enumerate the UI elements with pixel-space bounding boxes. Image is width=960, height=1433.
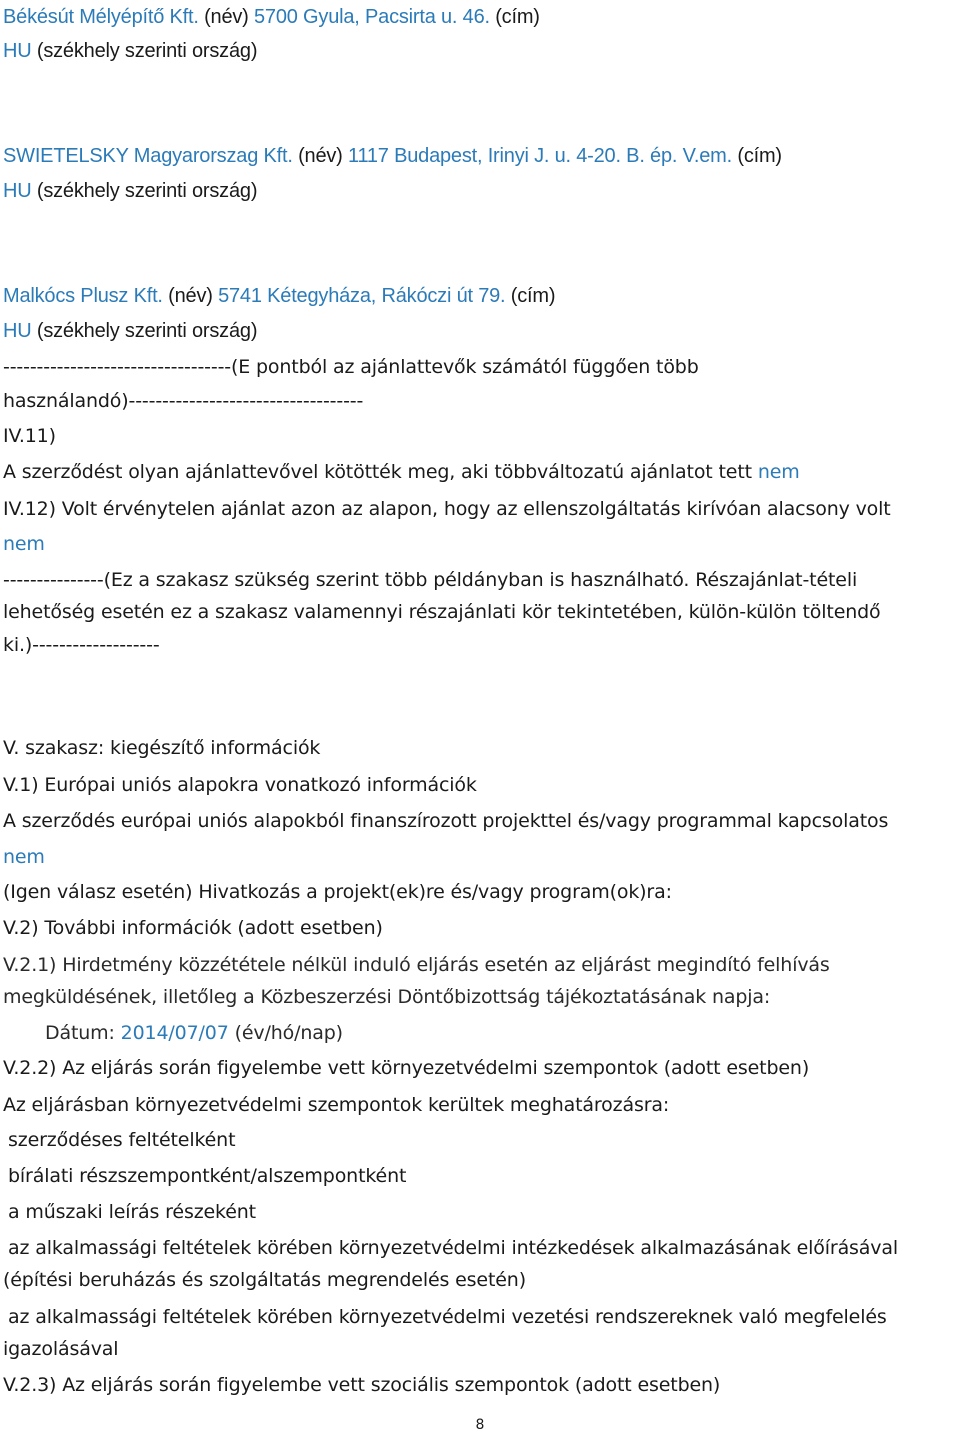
date-label: Dátum: xyxy=(45,1022,115,1044)
v1-question: A szerződés európai uniós alapokból finanszírozott projekttel és/vagy programmal kapcsolatos xyxy=(3,810,889,832)
bidder-1-address-label: (cím) xyxy=(495,6,540,28)
bidder-1-country-label: (székhely szerinti ország) xyxy=(36,40,258,62)
v22-item-4-line-2: (építési beruházás és szolgáltatás megrendelés esetén) xyxy=(3,1269,526,1291)
bidder-2-country-label: (székhely szerinti ország) xyxy=(36,180,258,202)
bidder-3-address-label: (cím) xyxy=(510,285,556,307)
bidder-2-name: SWIETELSKY Magyarorszag Kft. xyxy=(3,145,293,167)
bidder-1-name-label: (név) xyxy=(204,6,249,28)
note-line-3: ki.)------------------- xyxy=(3,634,160,656)
iv11-heading: IV.11) xyxy=(3,425,56,447)
v22-item-2: bírálati részszempontként/alszempontként xyxy=(8,1165,407,1187)
bidder-3-country: HU xyxy=(3,320,32,342)
bidder-2-country: HU xyxy=(3,180,32,202)
v1-reference: (Igen válasz esetén) Hivatkozás a projekt(ek)re és/vagy program(ok)ra: xyxy=(3,881,672,903)
v2-heading: V.2) További információk (adott esetben) xyxy=(3,917,383,939)
iv12-question: IV.12) Volt érvénytelen ajánlat azon az alapon, hogy az ellenszolgáltatás kirívóan alacsony volt xyxy=(3,498,891,520)
bidder-3-name: Malkócs Plusz Kft. xyxy=(3,285,163,307)
v22-heading: V.2.2) Az eljárás során figyelembe vett környezetvédelmi szempontok (adott esetben) xyxy=(3,1057,810,1079)
v22-intro: Az eljárásban környezetvédelmi szempontok kerültek meghatározásra: xyxy=(3,1094,670,1116)
iv11-answer: nem xyxy=(757,461,800,483)
bidder-2-country-line xyxy=(3,181,257,201)
v22-item-5-line-1: az alkalmassági feltételek körében környezetvédelmi vezetési rendszereknek való megfelelés xyxy=(8,1306,887,1328)
date-format: (év/hó/nap) xyxy=(234,1022,343,1044)
date-value: 2014/07/07 xyxy=(120,1022,229,1044)
bidder-1-address: 5700 Gyula, Pacsirta u. 46. xyxy=(254,6,490,28)
note-line-2: lehetőség esetén ez a szakasz valamennyi részajánlati kör tekintetében, külön-külön töltendő xyxy=(3,601,881,623)
bidder-3-country-label: (székhely szerinti ország) xyxy=(36,320,258,342)
divider-line-2: használandó)----------------------------------- xyxy=(3,390,364,412)
note-line-1: ---------------(Ez a szakasz szükség szerint több példányban is használható. Részajánlat-tételi xyxy=(3,569,858,591)
v21-line-1: V.2.1) Hirdetmény közzététele nélkül induló eljárás esetén az eljárást megindító felhívás xyxy=(3,954,830,976)
v21-line-2: megküldésének, illetőleg a Közbeszerzési Döntőbizottság tájékoztatásának napja: xyxy=(3,986,771,1008)
page-number: 8 xyxy=(475,1417,485,1433)
section-v-title: V. szakasz: kiegészítő információk xyxy=(3,737,321,759)
bidder-1-name: Békésút Mélyépítő Kft. xyxy=(3,6,199,28)
bidder-3-address: 5741 Kétegyháza, Rákóczi út 79. xyxy=(218,285,506,307)
v1-answer: nem xyxy=(3,846,45,868)
date-line xyxy=(45,1024,343,1043)
divider-line-1: ----------------------------------(E pontból az ajánlattevők számától függően több xyxy=(3,356,699,378)
bidder-2-address: 1117 Budapest, Irinyi J. u. 4-20. B. ép. V.em. xyxy=(348,145,732,167)
v22-item-1: szerződéses feltételként xyxy=(8,1129,236,1151)
bidder-3-name-label: (név) xyxy=(168,285,213,307)
v22-item-4-line-1: az alkalmassági feltételek körében környezetvédelmi intézkedések alkalmazásának előírásával xyxy=(8,1237,899,1259)
bidder-3-name-line xyxy=(3,286,555,306)
bidder-1-country: HU xyxy=(3,40,32,62)
iv11-question: A szerződést olyan ajánlattevővel kötötték meg, aki többváltozatú ajánlatot tett xyxy=(3,461,752,483)
bidder-1-country-line xyxy=(3,41,257,61)
v22-item-5-line-2: igazolásával xyxy=(3,1338,119,1360)
v22-item-3: a műszaki leírás részeként xyxy=(8,1201,256,1223)
bidder-2-name-label: (név) xyxy=(298,145,343,167)
iv11-line xyxy=(3,463,800,482)
bidder-2-address-label: (cím) xyxy=(737,145,782,167)
iv12-answer: nem xyxy=(3,533,45,555)
v23-heading: V.2.3) Az eljárás során figyelembe vett szociális szempontok (adott esetben) xyxy=(3,1374,721,1396)
bidder-2-name-line xyxy=(3,146,782,166)
bidder-3-country-line xyxy=(3,321,257,341)
bidder-1-name-line xyxy=(3,7,540,27)
v1-heading: V.1) Európai uniós alapokra vonatkozó információk xyxy=(3,774,477,796)
